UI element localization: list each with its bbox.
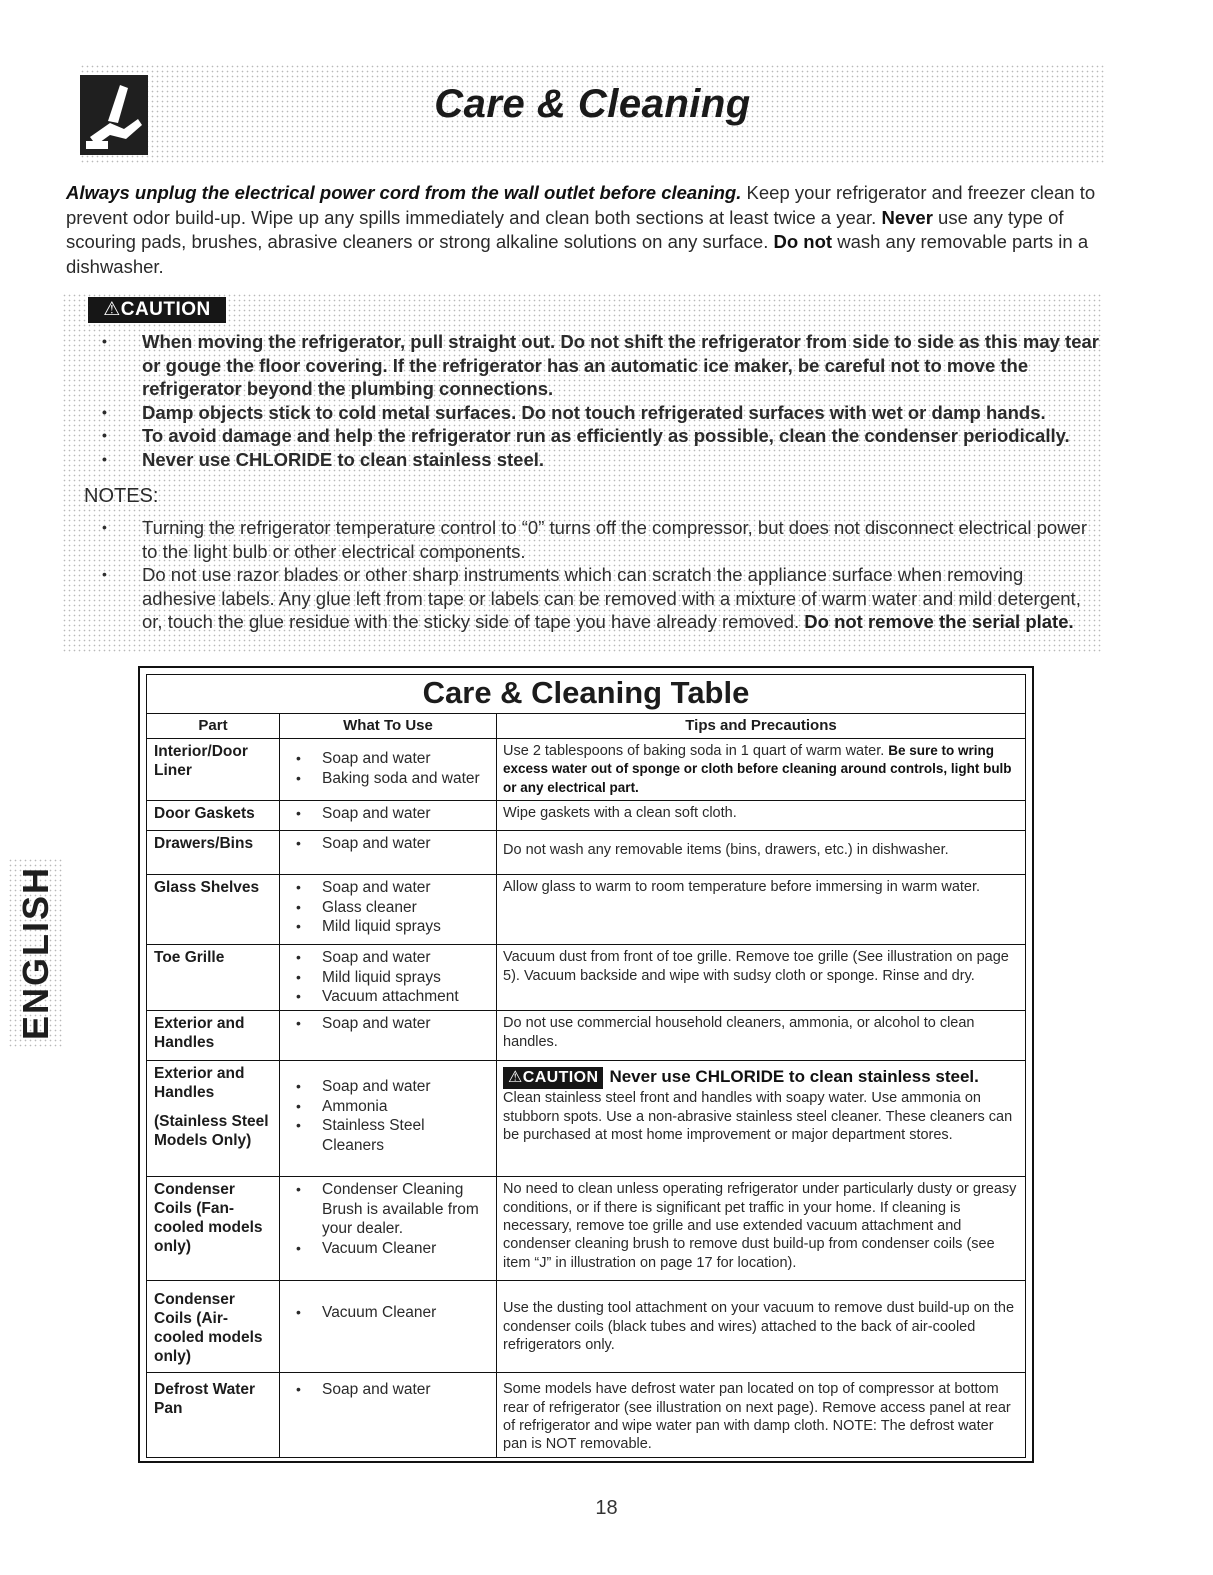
intro-text-3: wash any removable parts in a dishwasher. xyxy=(66,231,1089,277)
part-cell: Glass Shelves xyxy=(147,875,280,945)
use-cell: • Soap and water • Ammonia • Stainless Steel Cleaners xyxy=(280,1061,497,1177)
part-cell: Drawers/Bins xyxy=(147,831,280,875)
table-row xyxy=(147,831,1026,875)
tips-cell: Allow glass to warm to room temperature before immersing in warm water. xyxy=(497,875,1026,945)
tips-cell: No need to clean unless operating refrigerator under particularly dusty or greasy conditions, or if there is significant pet traffic in your home. If cleaning is necessary, remove toe grille and use extended vacuum attachment and condenser cleaning brush to remove dust build-up from condenser coils (see item “J” in illustration on page 17 for location). xyxy=(497,1177,1026,1281)
tips-cell: Wipe gaskets with a clean soft cloth. xyxy=(497,801,1026,831)
header-banner xyxy=(80,64,1105,164)
chloride-warning: Never use CHLORIDE to clean stainless steel. xyxy=(609,1067,979,1087)
part-cell: Door Gaskets xyxy=(147,801,280,831)
intro-text-2: use any type of scouring pads, brushes, abrasive cleaners or strong alkaline solutions on any surface. xyxy=(66,206,1064,252)
tips-cell: Use the dusting tool attachment on your vacuum to remove dust build-up on the condenser coils (black tubes and wires) attached to the back of air-cooled refrigerators only. xyxy=(497,1281,1026,1373)
care-cleaning-table-frame xyxy=(138,666,1034,1463)
part-cell: Defrost Water Pan xyxy=(147,1373,280,1458)
tips-cell: Do not wash any removable items (bins, drawers, etc.) in dishwasher. xyxy=(497,831,1026,875)
page-number: 18 xyxy=(595,1497,618,1519)
tips-cell: Vacuum dust from front of toe grille. Remove toe grille (See illustration on page 5). Vacuum backside and wipe with sudsy cloth or sponge. Rinse and dry. xyxy=(497,945,1026,1011)
caution-badge-label: CAUTION xyxy=(120,299,211,320)
notes-label: NOTES: xyxy=(84,485,159,507)
table-row xyxy=(147,1177,1026,1281)
intro-text-1: Keep your refrigerator and freezer clean to prevent odor build-up. Wipe up any spills immediately and clean both sections at least twice a year. xyxy=(66,182,1096,228)
caution-item: • Damp objects stick to cold metal surfaces. Do not touch refrigerated surfaces with wet or damp hands. xyxy=(102,401,1046,423)
intro-lead: Always unplug the electrical power cord from the wall outlet before cleaning. xyxy=(66,182,742,203)
use-cell: • Soap and water xyxy=(280,1011,497,1061)
table-row xyxy=(147,1281,1026,1373)
table-row xyxy=(147,1373,1026,1458)
use-cell: • Soap and water • Baking soda and water xyxy=(280,739,497,801)
mini-caution-badge: ⚠CAUTION xyxy=(503,1067,603,1089)
side-tab-label: ENGLISH xyxy=(14,865,56,1041)
use-cell: • Soap and water xyxy=(280,801,497,831)
note-item: • Turning the refrigerator temperature control to “0” turns off the compressor, but does not disconnect electrical power to the light bulb or other electrical components. xyxy=(102,517,1087,562)
caution-section xyxy=(62,293,1102,653)
use-cell: • Condenser Cleaning Brush is available from your dealer. • Vacuum Cleaner xyxy=(280,1177,497,1281)
note-item: • Do not use razor blades or other sharp instruments which can scratch the appliance surface when removing adhesive labels. Any glue left from tape or labels can be removed with a mixture of warm water and mild detergent, or, touch the glue residue with the sticky side of tape you have already removed. Do not remove the serial plate. xyxy=(102,564,1081,632)
intro-paragraph xyxy=(66,181,1096,279)
tips-cell: Some models have defrost water pan located on top of compressor at bottom rear of refrigerator (see illustration on next page). Remove access panel at rear of refrigerator and wipe water pan with damp cloth. NOTE: The defrost water pan is NOT removable. xyxy=(497,1373,1026,1458)
care-cleaning-table xyxy=(146,674,1026,1458)
table-title: Care & Cleaning Table xyxy=(147,675,1026,714)
caution-item: • To avoid damage and help the refrigerator run as efficiently as possible, clean the condenser periodically. xyxy=(102,425,1070,446)
header-tips: Tips and Precautions xyxy=(497,714,1026,739)
intro-never: Never xyxy=(881,206,933,228)
part-cell: Toe Grille xyxy=(147,945,280,1011)
tips-cell: Use 2 tablespoons of baking soda in 1 quart of warm water. Be sure to wring excess water out of sponge or cloth before cleaning around controls, light bulb or any electrical part. xyxy=(497,739,1026,801)
header-part: Part xyxy=(147,714,280,739)
use-cell: • Soap and water • Glass cleaner • Mild liquid sprays xyxy=(280,875,497,945)
part-cell: Interior/Door Liner xyxy=(147,739,280,801)
table-row xyxy=(147,945,1026,1011)
caution-badge: ⚠CAUTION xyxy=(88,297,226,323)
use-cell: • Soap and water xyxy=(280,831,497,875)
use-cell: • Soap and water xyxy=(280,1373,497,1458)
caution-list xyxy=(102,330,1102,471)
notes-list xyxy=(102,516,1092,634)
table-row xyxy=(147,739,1026,801)
part-cell: Condenser Coils (Fan-cooled models only) xyxy=(147,1177,280,1281)
table-row xyxy=(147,875,1026,945)
caution-item: • When moving the refrigerator, pull straight out. Do not shift the refrigerator from side to side as this may tear or gouge the floor covering. If the refrigerator has an automatic ice maker, be careful not to move the refrigerator beyond the plumbing connections. xyxy=(102,331,1099,399)
page-title: Care & Cleaning xyxy=(434,82,751,126)
language-side-tab xyxy=(8,858,63,1048)
use-cell: • Soap and water • Mild liquid sprays • Vacuum attachment xyxy=(280,945,497,1011)
part-cell: Condenser Coils (Air-cooled models only) xyxy=(147,1281,280,1373)
header-what-to-use: What To Use xyxy=(280,714,497,739)
table-row xyxy=(147,1011,1026,1061)
table-row xyxy=(147,801,1026,831)
part-cell: Exterior and Handles xyxy=(147,1011,280,1061)
caution-item: • Never use CHLORIDE to clean stainless steel. xyxy=(102,448,545,470)
use-cell: • Vacuum Cleaner xyxy=(280,1281,497,1373)
tips-cell: Do not use commercial household cleaners, ammonia, or alcohol to clean handles. xyxy=(497,1011,1026,1061)
table-row xyxy=(147,1061,1026,1177)
part-cell: Exterior and Handles (Stainless Steel Models Only) xyxy=(147,1061,280,1177)
tips-cell: ⚠CAUTION Never use CHLORIDE to clean stainless steel. Clean stainless steel front and handles with soapy water. Use ammonia on stubborn spots. Use a non-abrasive stainless steel cleaner. These cleaners can be purchased at most home improvement or major department stores. xyxy=(497,1061,1026,1177)
intro-donot: Do not xyxy=(773,231,833,252)
